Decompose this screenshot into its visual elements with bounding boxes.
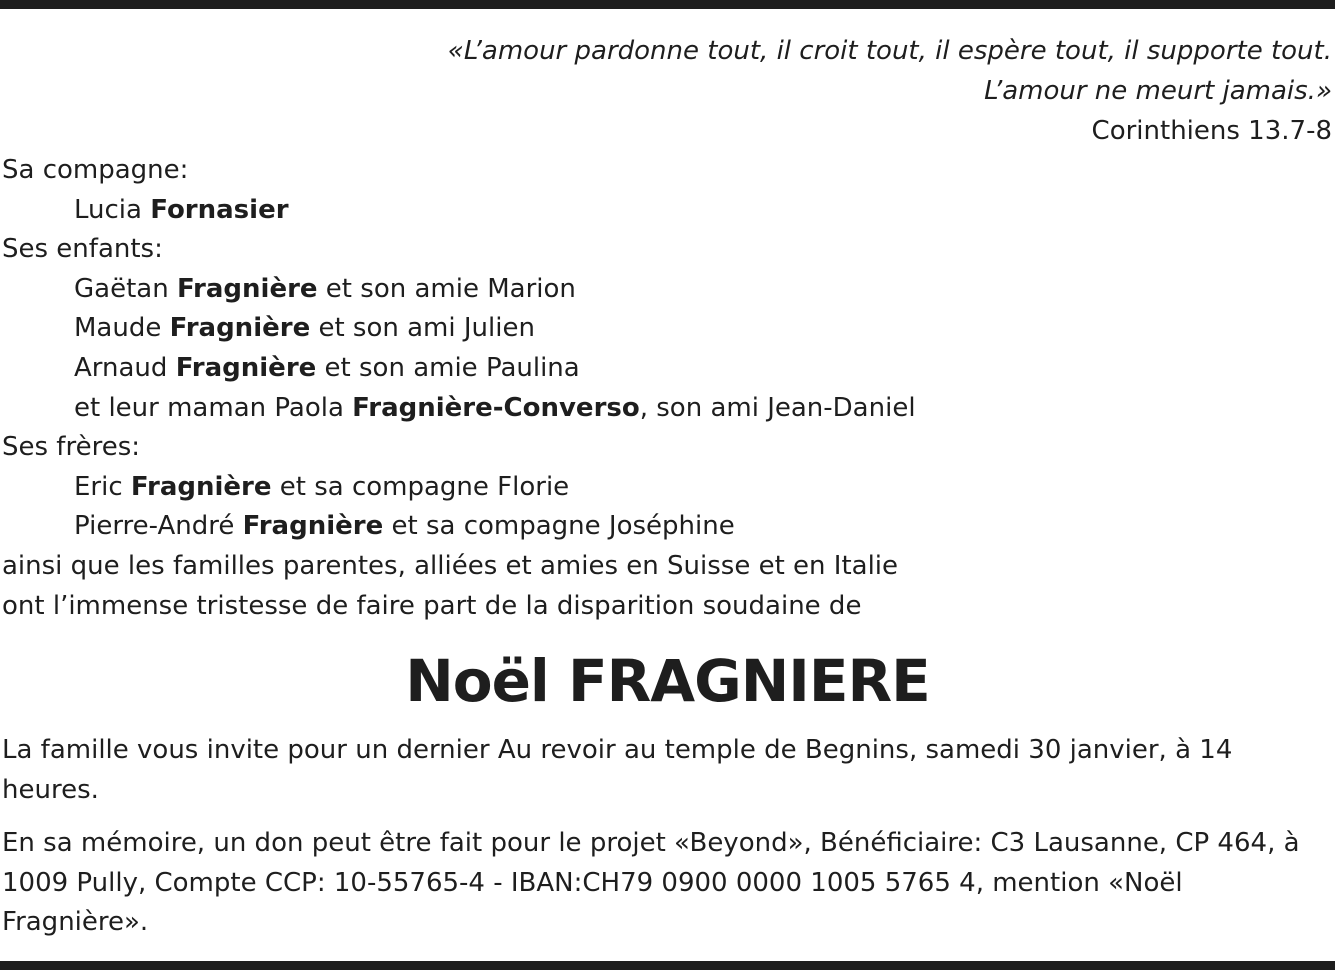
mother-entry (2, 389, 916, 429)
deceased-name: Noël FRAGNIERE (405, 647, 930, 715)
bottom-rule (0, 961, 1335, 970)
mother-last: Fragnière-Converso (352, 392, 640, 423)
child-entry (2, 309, 916, 349)
top-rule (0, 0, 1335, 9)
child-rest: et son amie Marion (317, 273, 576, 304)
brother-rest: et sa compagne Florie (271, 471, 570, 502)
brother-entry (2, 507, 916, 547)
brother-entry (2, 468, 916, 508)
child-entry (2, 270, 916, 310)
child-rest: et son ami Julien (310, 313, 535, 344)
quote-line-1: «L’amour pardonne tout, il croit tout, il espère tout, il supporte tout. (447, 36, 1332, 66)
brother-first: Eric (74, 471, 131, 502)
child-last: Fragnière (169, 313, 311, 344)
brother-last: Fragnière (242, 511, 384, 542)
child-first: Arnaud (74, 352, 176, 383)
family-list (2, 151, 916, 626)
mother-rest: , son ami Jean-Daniel (639, 392, 916, 423)
quote-source: Corinthiens 13.7-8 (1091, 116, 1332, 146)
donation-paragraph: En sa mémoire, un don peut être fait pour le projet «Beyond», Bénéficiaire: C3 Lausanne, CP 464, à 1009 Pully, Compte CCP: 10-55765-4 - IBAN:CH79 0900 0000 1005 5765 4, mention «Noël Fragnière». (2, 828, 1300, 938)
companion-label: Sa compagne: (2, 155, 189, 185)
mother-first: et leur maman Paola (74, 392, 353, 423)
closing-line-1: ainsi que les familles parentes, alliées et amies en Suisse et en Italie (2, 550, 899, 581)
companion-last: Fornasier (150, 194, 289, 225)
child-last: Fragnière (175, 352, 317, 383)
epigraph-quote (448, 31, 1332, 151)
brothers-label: Ses frères: (2, 432, 140, 463)
ceremony-paragraph: La famille vous invite pour un dernier Au revoir au temple de Begnins, samedi 30 janvier, à 14 heures. (2, 735, 1233, 805)
child-rest: et son amie Paulina (316, 352, 580, 383)
child-first: Maude (74, 313, 170, 344)
child-entry (2, 349, 916, 389)
brother-last: Fragnière (130, 471, 272, 502)
closing-line-2: ont l’immense tristesse de faire part de la disparition soudaine de (2, 590, 862, 621)
child-last: Fragnière (176, 273, 318, 304)
brother-first: Pierre-André (74, 511, 243, 542)
quote-line-2: L’amour ne meurt jamais.» (984, 76, 1332, 106)
child-first: Gaëtan (74, 273, 177, 304)
brother-rest: et sa compagne Joséphine (383, 511, 735, 542)
companion-first: Lucia (74, 194, 151, 225)
companion-entry (2, 191, 916, 231)
children-label: Ses enfants: (2, 234, 163, 265)
